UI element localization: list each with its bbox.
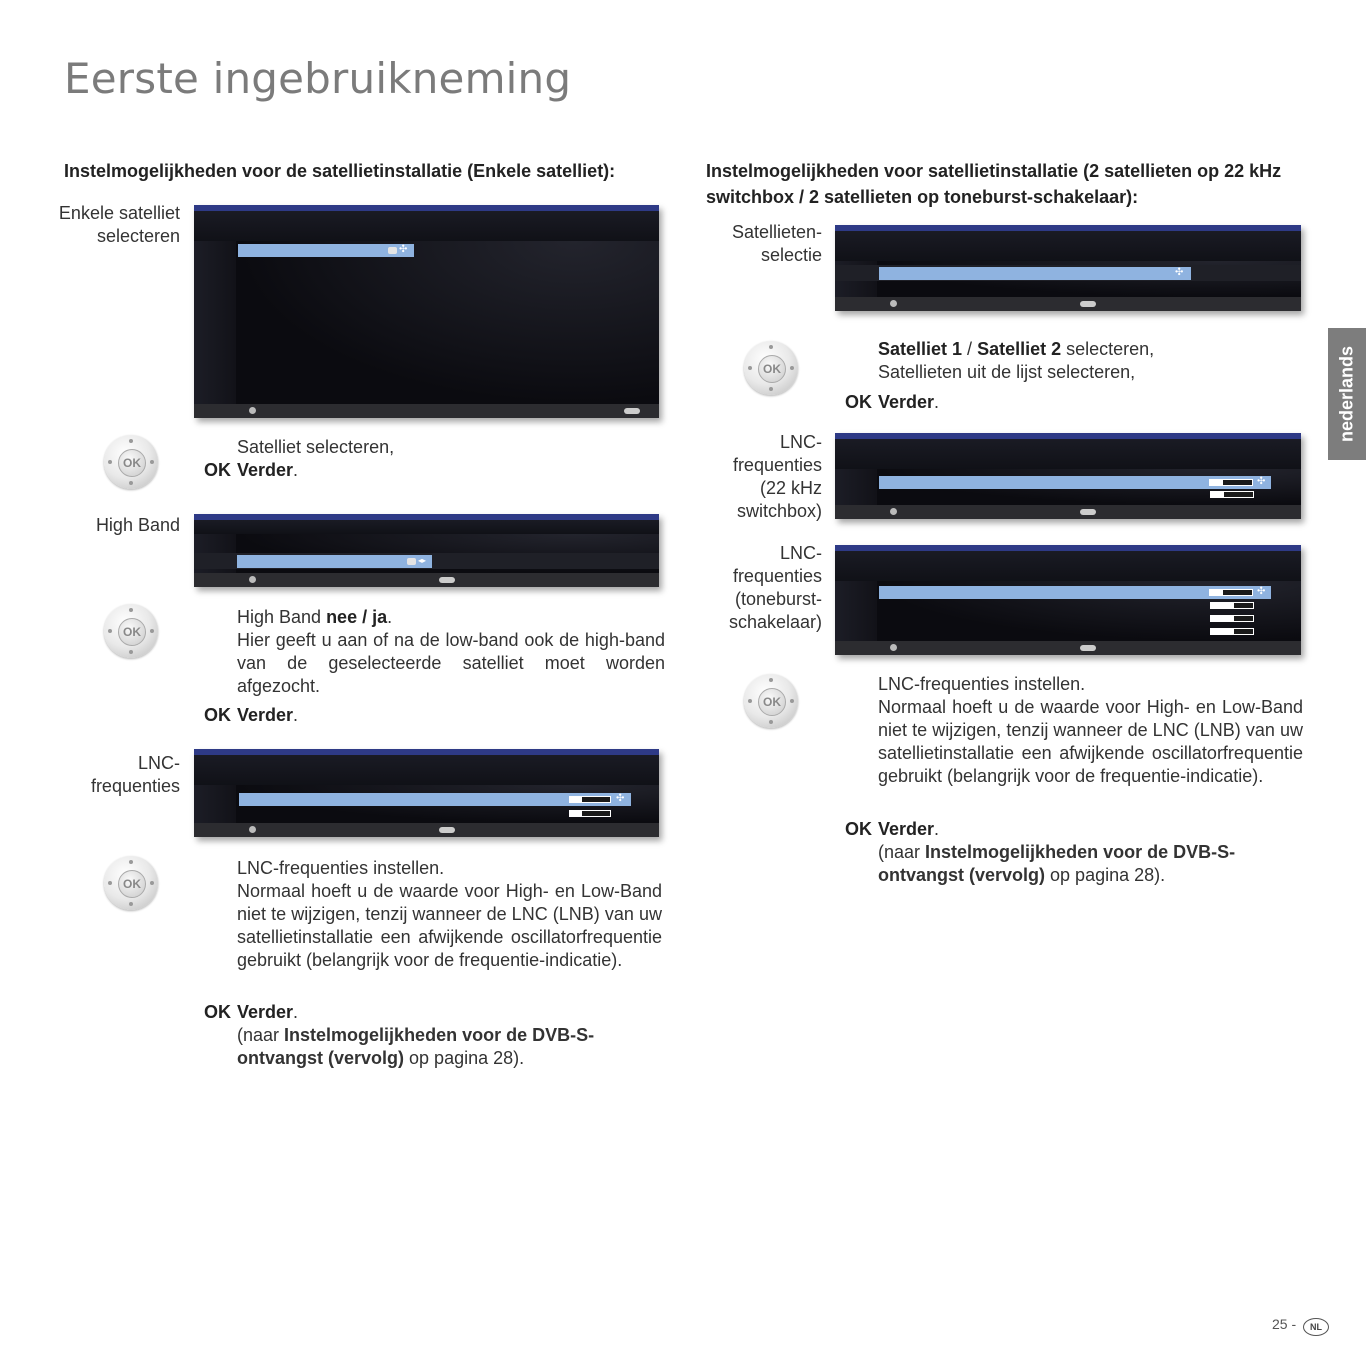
- tv-screen-lnc-frequencies: [194, 749, 659, 837]
- four-way-arrows-icon: ✣: [616, 793, 625, 804]
- four-way-arrows-icon: ✣: [1175, 267, 1184, 278]
- page-title: Eerste ingebruikneming: [64, 54, 572, 103]
- left-right-arrows-icon: ◂▸: [418, 556, 427, 565]
- four-way-arrows-icon: ✣: [1257, 476, 1266, 487]
- left-section-heading: Instelmogelijkheden voor de satellietinstallatie (Enkele satelliet):: [64, 161, 616, 181]
- frequency-slider: [569, 796, 611, 803]
- language-tab-label: nederlands: [1336, 345, 1357, 443]
- frequency-slider: [569, 810, 611, 817]
- step3-text: LNC-frequenties instellen. Normaal hoeft u de waarde voor High- en Low-Band niet te wijzigen, tenzij wanneer de LNC (LNB) van uw satellietinstallatie een afwijkende oscillatorfrequentie gebruikt (belangrijk voor de frequentie-indicatie).: [237, 858, 662, 970]
- nl-logo: NL: [1303, 1318, 1329, 1336]
- highlight-bar: [879, 586, 1271, 599]
- step3-ok-line: OK Verder. (naar Instelmogelijkheden voor de DVB-S-ontvangst (vervolg) op pagina 28).: [204, 1001, 664, 1070]
- frequency-slider: [1210, 491, 1254, 498]
- left-right-arrows-icon: [624, 408, 640, 414]
- step1-ok-line: OK Verder.: [204, 460, 299, 480]
- right-step3-text: LNC-frequenties instellen. Normaal hoeft u de waarde voor High- en Low-Band niet te wijzigen, tenzij wanneer de LNC (LNB) van uw satellietinstallatie een afwijkende oscillatorfrequentie gebruikt (belangrijk voor de frequentie-indicatie).: [878, 674, 1303, 786]
- step1-text: Satelliet selecteren,: [237, 437, 395, 457]
- highlight-bar: [239, 793, 631, 806]
- right-section-heading: Instelmogelijkheden voor satellietinstallatie (2 satellieten op 22 kHz switchbox / 2 satellieten op toneburst-schakelaar):: [706, 161, 1282, 207]
- four-way-arrows-icon: ✣: [399, 244, 408, 255]
- footer-dot-icon: [249, 407, 256, 414]
- label-satellite-selection: Satellieten- selectie: [731, 222, 822, 265]
- highlight-bar: [879, 267, 1191, 280]
- right-step3-note: (naar Instelmogelijkheden voor de DVB-S-ontvangst (vervolg) op pagina 28).: [878, 842, 1236, 885]
- tv-screen-high-band: [194, 514, 659, 587]
- frequency-slider: [1209, 589, 1253, 596]
- tv-screen-single-satellite: [194, 205, 659, 418]
- tv-screen-lnc-toneburst: [835, 545, 1301, 655]
- highlight-bar: [237, 555, 432, 568]
- tv-screen-satellite-selection: [835, 225, 1301, 311]
- language-tab: [1328, 328, 1366, 460]
- highlight-bar: [238, 244, 414, 257]
- ok-remote-button-icon: OK: [744, 341, 798, 395]
- frequency-slider: [1210, 615, 1254, 622]
- page-number: 25 -: [1272, 1316, 1297, 1332]
- label-lnc-toneburst: LNC- frequenties (toneburst- schakelaar): [728, 543, 822, 632]
- step2-text: High Band nee / ja. Hier geeft u aan of na de low-band ook de high-band van de geselecteerde satelliet moet worden afgezocht.: [237, 607, 665, 696]
- label-high-band: High Band: [95, 515, 180, 535]
- label-lnc-22khz: LNC- frequenties (22 kHz switchbox): [732, 432, 822, 521]
- frequency-slider: [1209, 479, 1253, 486]
- ok-remote-button-icon: OK: [104, 856, 158, 910]
- highlight-bar: [879, 476, 1271, 489]
- right-step3-ok-line: OK Verder. (naar Instelmogelijkheden voor de DVB-S-ontvangst (vervolg) op pagina 28).: [845, 818, 1305, 887]
- ok-chip-icon: [407, 558, 416, 565]
- frequency-slider: [1210, 628, 1254, 635]
- right-step1-ok-line: OK Verder.: [845, 392, 940, 412]
- step2-ok-line: OK Verder.: [204, 705, 299, 725]
- label-lnc-frequencies: LNC- frequenties: [90, 753, 180, 796]
- ok-chip-icon: [388, 247, 397, 254]
- tv-screen-lnc-22khz: [835, 433, 1301, 519]
- ok-remote-button-icon: OK: [744, 674, 798, 728]
- label-single-satellite: Enkele satelliet selecteren: [58, 203, 180, 246]
- ok-remote-button-icon: OK: [104, 435, 158, 489]
- four-way-arrows-icon: ✣: [1257, 586, 1266, 597]
- frequency-slider: [1210, 602, 1254, 609]
- right-step1-text: Satelliet 1 / Satelliet 2 selecteren, Satellieten uit de lijst selecteren,: [878, 339, 1155, 382]
- ok-remote-button-icon: OK: [104, 604, 158, 658]
- step3-note: (naar Instelmogelijkheden voor de DVB-S-ontvangst (vervolg) op pagina 28).: [237, 1025, 595, 1068]
